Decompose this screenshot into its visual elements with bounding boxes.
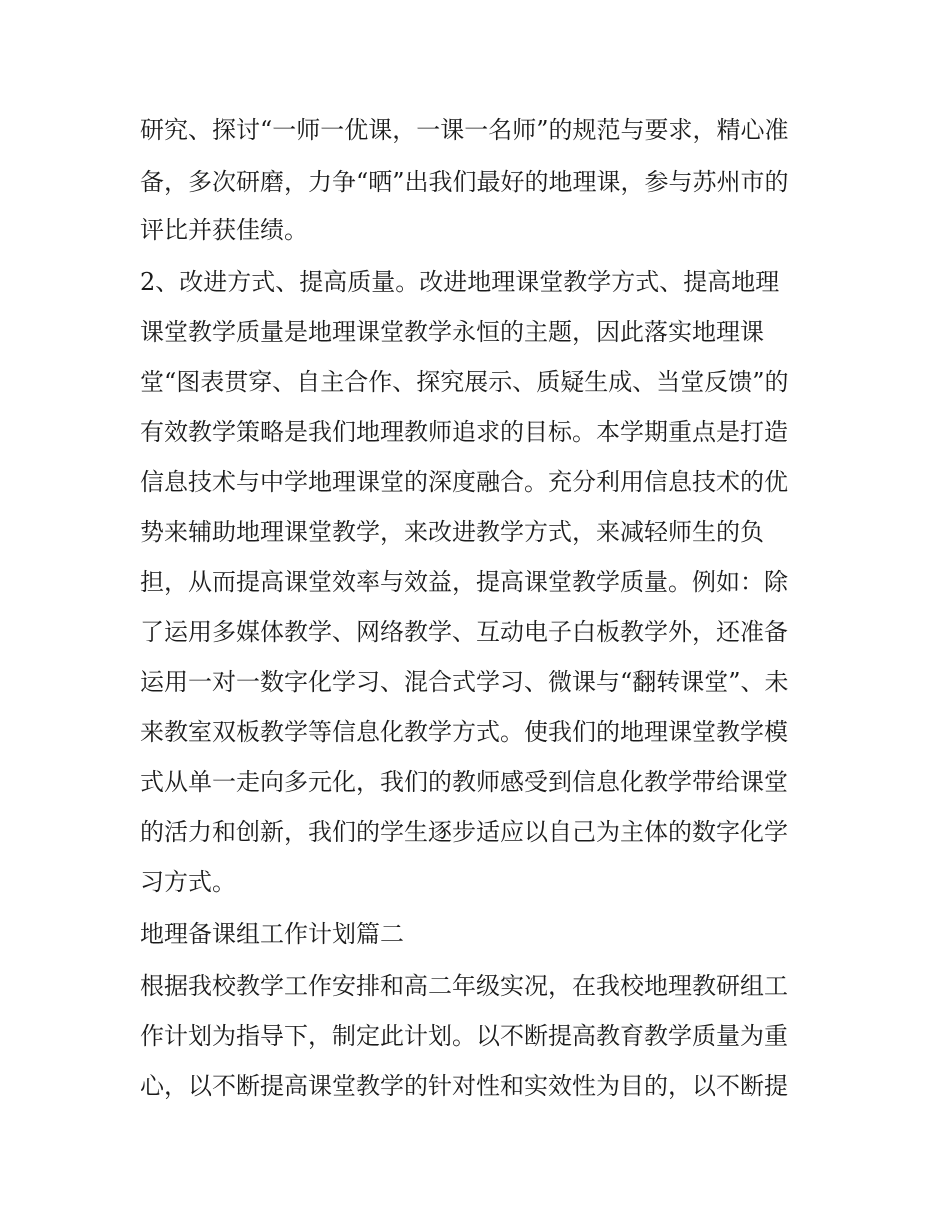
- text-line: 式从单一走向多元化，我们的教师感受到信息化教学带给课堂: [140, 768, 788, 796]
- text-line: 势来辅助地理课堂教学，来改进教学方式，来减轻师生的负: [140, 518, 764, 546]
- text-line: 心，以不断提高课堂教学的针对性和实效性为目的，以不断提: [140, 1072, 788, 1100]
- text-line: 作计划为指导下，制定此计划。以不断提高教育教学质量为重: [140, 1022, 788, 1050]
- section-heading: 地理备课组工作计划篇二: [140, 920, 404, 948]
- text-line: 堂“图表贯穿、自主合作、探究展示、质疑生成、当堂反馈”的: [140, 368, 789, 396]
- text-line: 的活力和创新，我们的学生逐步适应以自己为主体的数字化学: [140, 818, 788, 846]
- text-line: 了运用多媒体教学、网络教学、互动电子白板教学外，还准备: [140, 618, 788, 646]
- text-line: 评比并获佳绩。: [140, 216, 308, 244]
- text-line: 根据我校教学工作安排和高二年级实况，在我校地理教研组工: [140, 972, 788, 1000]
- text-line: 课堂教学质量是地理课堂教学永恒的主题，因此落实地理课: [140, 318, 764, 346]
- text-line: 2、改进方式、提高质量。改进地理课堂教学方式、提高地理: [140, 268, 780, 296]
- text-line: 有效教学策略是我们地理教师追求的目标。本学期重点是打造: [140, 418, 788, 446]
- text-line: 来教室双板教学等信息化教学方式。使我们的地理课堂教学模: [140, 718, 788, 746]
- text-line: 信息技术与中学地理课堂的深度融合。充分利用信息技术的优: [140, 468, 788, 496]
- text-line: 担，从而提高课堂效率与效益，提高课堂教学质量。例如：除: [140, 568, 788, 596]
- text-line: 运用一对一数字化学习、混合式学习、微课与“翻转课堂”、未: [140, 668, 789, 696]
- text-line: 备，多次研磨，力争“晒”出我们最好的地理课，参与苏州市的: [140, 168, 789, 196]
- text-line: 研究、探讨“一师一优课，一课一名师”的规范与要求，精心准: [140, 116, 789, 144]
- text-line: 习方式。: [140, 868, 236, 896]
